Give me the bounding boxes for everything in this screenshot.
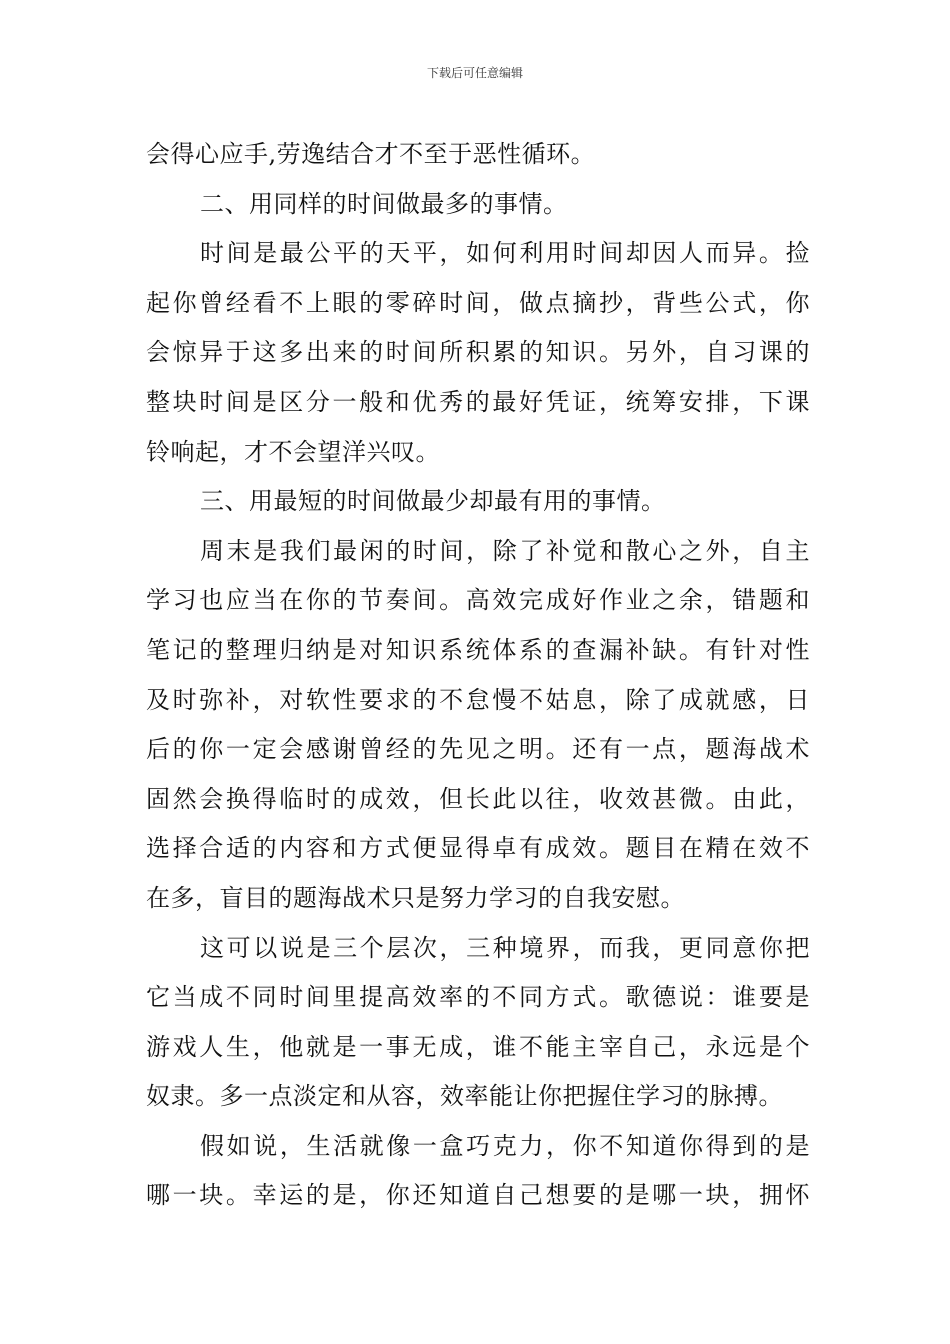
- text-line: 起你曾经看不上眼的零碎时间，做点摘抄，背些公式，你: [146, 288, 810, 317]
- document-body: [146, 130, 810, 1221]
- text-line: 三、用最短的时间做最少却最有用的事情。: [200, 487, 666, 516]
- page-header: 下载后可任意编辑: [426, 66, 523, 80]
- text-line: 哪一块。幸运的是，你还知道自己想要的是哪一块，拥怀: [146, 1181, 810, 1210]
- text-line: 周末是我们最闲的时间，除了补觉和散心之外，自主: [200, 536, 810, 565]
- text-line: 整块时间是区分一般和优秀的最好凭证，统筹安排，下课: [146, 387, 810, 416]
- text-line: 假如说，生活就像一盒巧克力，你不知道你得到的是: [200, 1131, 810, 1160]
- text-line: 时间是最公平的天平，如何利用时间却因人而异。捡: [200, 239, 810, 268]
- text-line: 这可以说是三个层次，三种境界，而我，更同意你把: [200, 933, 810, 962]
- text-line: 会惊异于这多出来的时间所积累的知识。另外，自习课的: [146, 338, 810, 367]
- text-line: 铃响起，才不会望洋兴叹。: [146, 437, 440, 466]
- text-line: 固然会换得临时的成效，但长此以往，收效甚微。由此，: [146, 784, 810, 813]
- text-line: 游戏人生，他就是一事无成，谁不能主宰自己，永远是个: [146, 1032, 810, 1061]
- text-line: 及时弥补，对软性要求的不怠慢不姑息，除了成就感，日: [146, 685, 810, 714]
- text-line: 二、用同样的时间做最多的事情。: [200, 189, 568, 218]
- text-line: 在多，盲目的题海战术只是努力学习的自我安慰。: [146, 883, 685, 912]
- text-line: 学习也应当在你的节奏间。高效完成好作业之余，错题和: [146, 586, 810, 615]
- text-line: 奴隶。多一点淡定和从容，效率能让你把握住学习的脉搏。: [146, 1082, 783, 1111]
- text-line: 会得心应手,劳逸结合才不至于恶性循环。: [146, 140, 596, 168]
- text-line: 笔记的整理归纳是对知识系统体系的查漏补缺。有针对性: [146, 635, 810, 664]
- text-line: 它当成不同时间里提高效率的不同方式。歌德说：谁要是: [146, 983, 810, 1012]
- text-line: 后的你一定会感谢曾经的先见之明。还有一点，题海战术: [146, 735, 810, 764]
- text-line: 选择合适的内容和方式便显得卓有成效。题目在精在效不: [146, 834, 810, 863]
